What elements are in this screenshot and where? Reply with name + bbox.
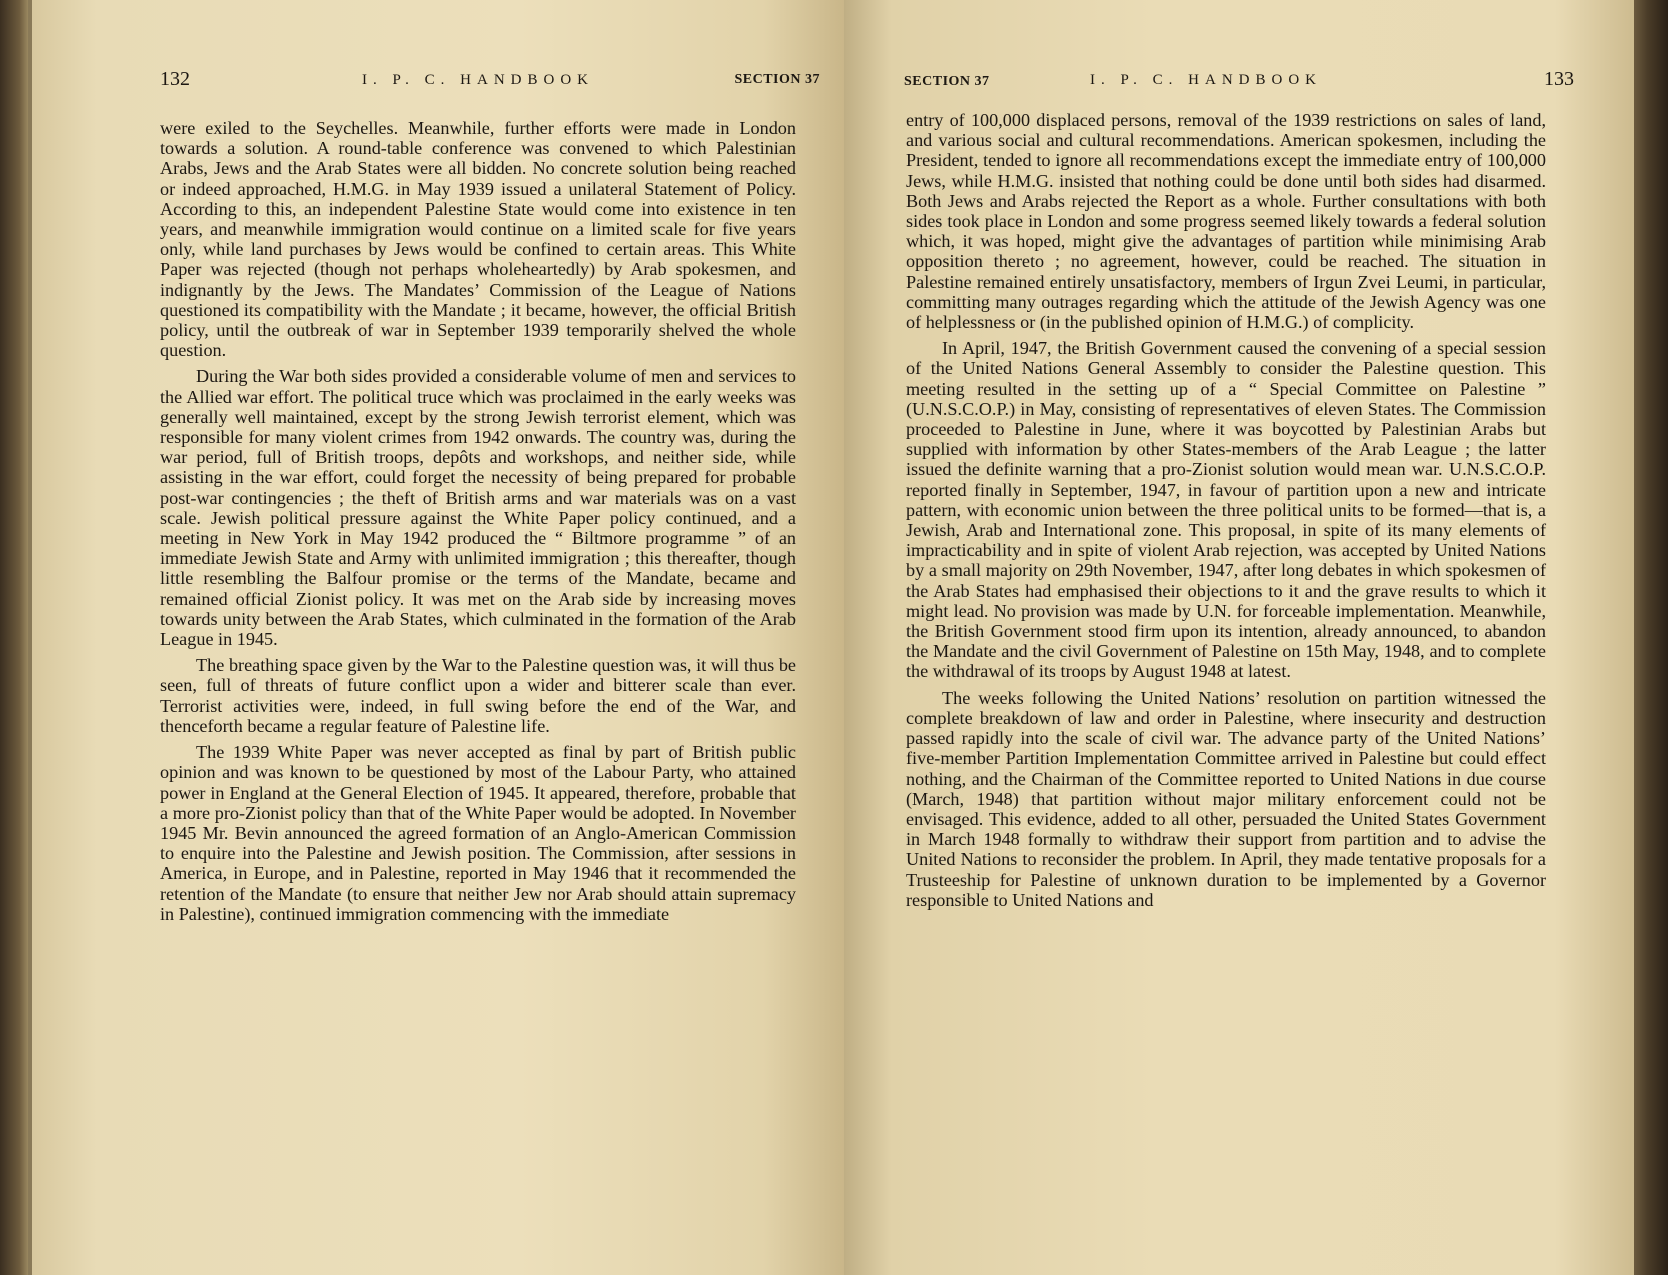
right-page [844,0,1634,1275]
page-number: 133 [1544,68,1574,90]
running-title: I. P. C. HANDBOOK [1090,72,1323,88]
paragraph: In April, 1947, the British Government caused the convening of a special session of the United Nations General Assembly to consider the Palestine question. This meeting resulted in the setting up of a “ Special Committee on Palestine ” (U.N.S.C.O.P.) in May, consisting of representatives of eleven States. The Commission proceeded to Palestine in June, where it was boycotted by Palestinian Arabs but supplied with information by other States-members of the Arab League ; the latter issued the definite warning that a pro-Zionist solution would mean war. U.N.S.C.O.P. reported finally in September, 1947, in favour of partition upon a new and intricate pattern, with economic union between the three political units to be formed—that is, a Jewish, Arab and International zone. This proposal, in spite of its many elements of impracticability and in spite of violent Arab rejection, was accepted by United Nations by a small majority on 29th November, 1947, after long debates in which spokesmen of the Arab States had emphasised their objections to it and the grave results to which it might lead. No provision was made by U.N. for forceable implementation. Meanwhile, the British Government stood firm upon its intention, already announced, to abandon the Mandate and the civil Government of Palestine on 15th May, 1948, and to complete the withdrawal of its troops by August 1948 at latest. [906,338,1546,682]
left-page-edges [0,0,28,1275]
left-page [28,0,844,1275]
paragraph: The weeks following the United Nations’ resolution on partition witnessed the complete breakdown of law and order in Palestine, where insecurity and destruction passed rapidly into the scale of civil war. The advance party of the United Nations’ five-member Partition Implementation Committee arrived in Palestine but could effect nothing, and the Chairman of the Committee reported to United Nations in due course (March, 1948) that partition without major military enforcement could not be envisaged. This evidence, added to all other, persuaded the United States Government in March 1948 formally to withdraw their support from partition and to advise the United Nations to reconsider the problem. In April, they made tentative proposals for a Trusteeship for Palestine of unknown duration to be implemented by a Governor responsible to United Nations and [906,687,1546,910]
paragraph: The 1939 White Paper was never accepted as final by part of British public opinion and was known to be questioned by most of the Labour Party, who attained power in England at the General Election of 1945. It appeared, therefore, probable that a more pro-Zionist policy than that of the White Paper would be adopted. In November 1945 Mr. Bevin announced the agreed formation of an Anglo-American Commission to enquire into the Palestine and Jewish position. The Commission, after sessions in America, in Europe, and in Palestine, reported in May 1946 that it recommended the retention of the Mandate (to ensure that neither Jew nor Arab should attain supremacy in Palestine), continued immigration commencing with the immediate [160,742,796,924]
section-label: SECTION 37 [734,72,820,87]
right-page-edges [1634,0,1668,1275]
page-number: 132 [160,68,190,90]
paragraph: entry of 100,000 displaced persons, removal of the 1939 restrictions on sales of land, and various social and cultural recommendations. American spokesmen, including the President, tended to ignore all recommendations except the immediate entry of 100,000 Jews, while H.M.G. insisted that nothing could be done until both sides had disarmed. Both Jews and Arabs rejected the Report as a whole. Further consultations with both sides took place in London and some progress seemed likely towards a federal solution which, it was hoped, might give the advantages of partition while minimising Arab opposition thereto ; no agreement, however, could be reached. The situation in Palestine remained entirely unsatisfactory, members of Irgun Zvei Leumi, in particular, committing many outrages regarding which the attitude of the Jewish Agency was one of helplessness or (in the published opinion of H.M.G.) of complicity. [906,110,1546,333]
paragraph: were exiled to the Seychelles. Meanwhile, further efforts were made in London towards a solution. A round-table conference was convened to which Palestinian Arabs, Jews and the Arab States were all bidden. No concrete solution being reached or indeed approached, H.M.G. in May 1939 issued a unilateral Statement of Policy. According to this, an independent Palestine State would come into existence in ten years, and meanwhile immigration would continue on a limited scale for five years only, while land purchases by Jews would be confined to certain areas. This White Paper was rejected (though not perhaps wholeheartedly) by Arab spokesmen, and indignantly by the Jews. The Mandates’ Commission of the League of Nations questioned its compatibility with the Mandate ; it became, however, the official British policy, until the outbreak of war in September 1939 temporarily shelved the whole question. [160,118,796,361]
paragraph: The breathing space given by the War to the Palestine question was, it will thus be seen, full of threats of future conflict upon a wider and bitterer scale than ever. Terrorist activities were, indeed, in full swing before the end of the War, and thenceforth became a regular feature of Palestine life. [160,655,796,736]
running-title: I. P. C. HANDBOOK [362,72,595,88]
body-text [906,110,1546,916]
paragraph: During the War both sides provided a considerable volume of men and services to the Allied war effort. The political truce which was proclaimed in the early weeks was generally well maintained, except by the strong Jewish terrorist element, which was responsible for many violent crimes from 1942 onwards. The country was, during the war period, full of British troops, depôts and workshops, and neither side, while assisting in the war effort, could forget the necessity of being prepared for probable post-war contingencies ; the theft of British arms and war materials was on a vast scale. Jewish political pressure against the White Paper policy continued, and a meeting in New York in May 1942 produced the “ Biltmore programme ” of an immediate Jewish State and Army with unlimited immigration ; this thereafter, though little resembling the Balfour promise or the terms of the Mandate, became and remained official Zionist policy. It was met on the Arab side by increasing moves towards unity between the Arab States, which culminated in the formation of the Arab League in 1945. [160,366,796,650]
body-text [160,118,796,930]
section-label: SECTION 37 [904,74,990,89]
